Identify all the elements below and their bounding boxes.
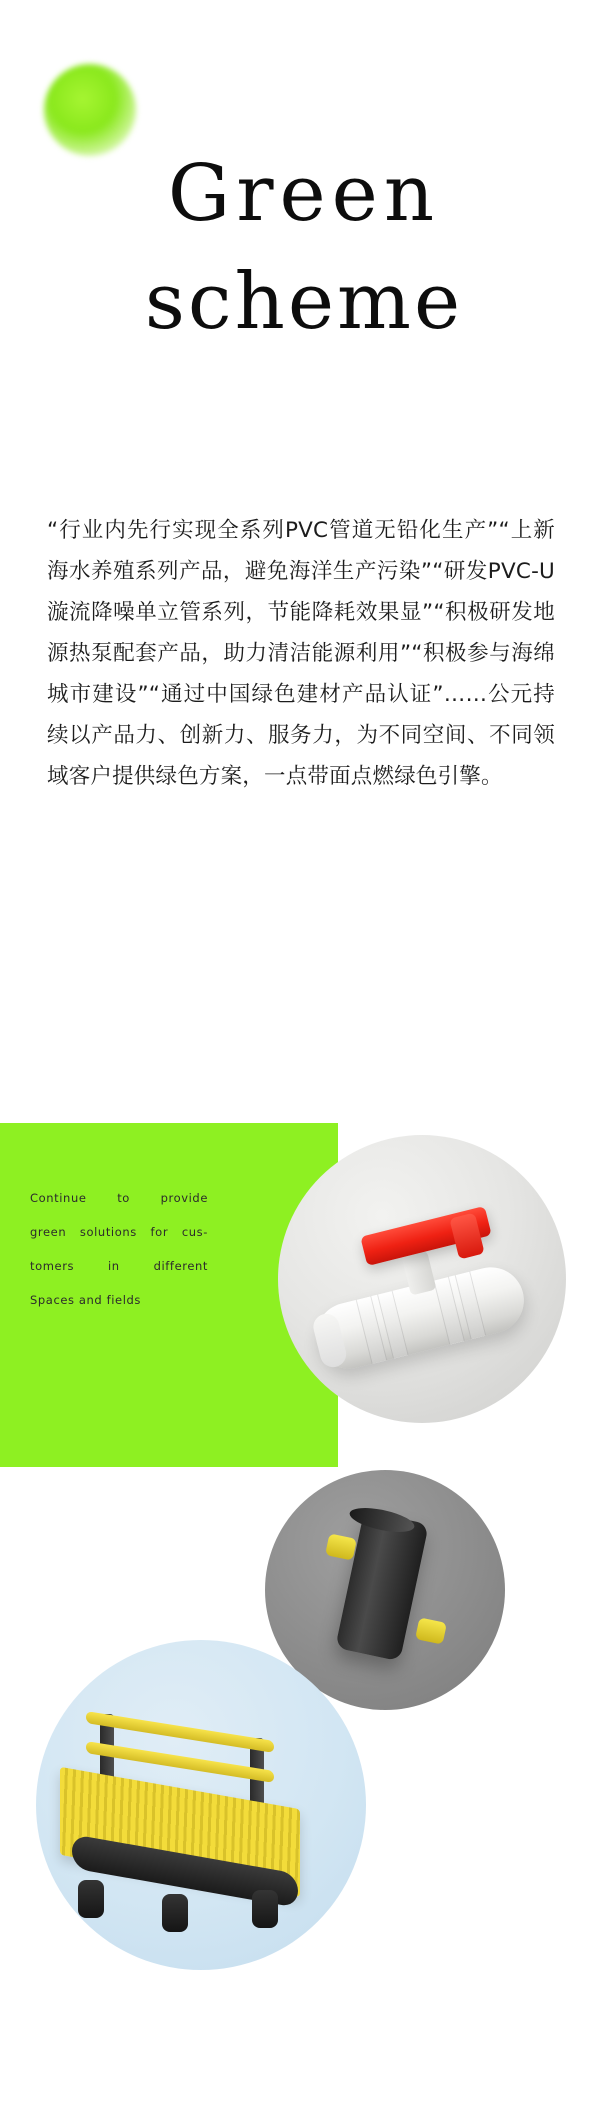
title-line-1: Green <box>167 149 441 239</box>
page-title <box>0 140 600 356</box>
fitting-terminal-shape <box>415 1617 447 1644</box>
fitting-terminal-shape <box>325 1533 357 1560</box>
body-paragraph: “行业内先行实现全系列PVC管道无铅化生产”“上新海水养殖系列产品，避免海洋生产污染”“研发PVC-U漩流降噪单立管系列，节能降耗效果显”“积极研发地源热泵配套产品，助力清洁能源利用”“积极参与海绵城市建设”“通过中国绿色建材产品认证”……公元持续以产品力、创新力、服务力，为不同空间、不同领域客户提供绿色方案，一点带面点燃绿色引擎。 <box>47 518 555 789</box>
platform-leg-shape <box>162 1894 188 1932</box>
green-callout-line-3: tomers in different <box>30 1259 208 1273</box>
green-callout-text <box>30 1181 208 1317</box>
fitting-body-shape <box>335 1511 429 1662</box>
green-callout-line-4: Spaces and fields <box>30 1293 141 1307</box>
green-callout-line-1: Continue to provide <box>30 1191 208 1205</box>
platform-leg-shape <box>252 1890 278 1928</box>
product-photo-platform <box>36 1640 366 1970</box>
platform-leg-shape <box>78 1880 104 1918</box>
title-line-2: scheme <box>144 257 464 347</box>
product-photo-valve <box>278 1135 566 1423</box>
valve-endcap-shape <box>311 1311 349 1370</box>
green-callout-line-2: green solutions for cus- <box>30 1225 208 1239</box>
